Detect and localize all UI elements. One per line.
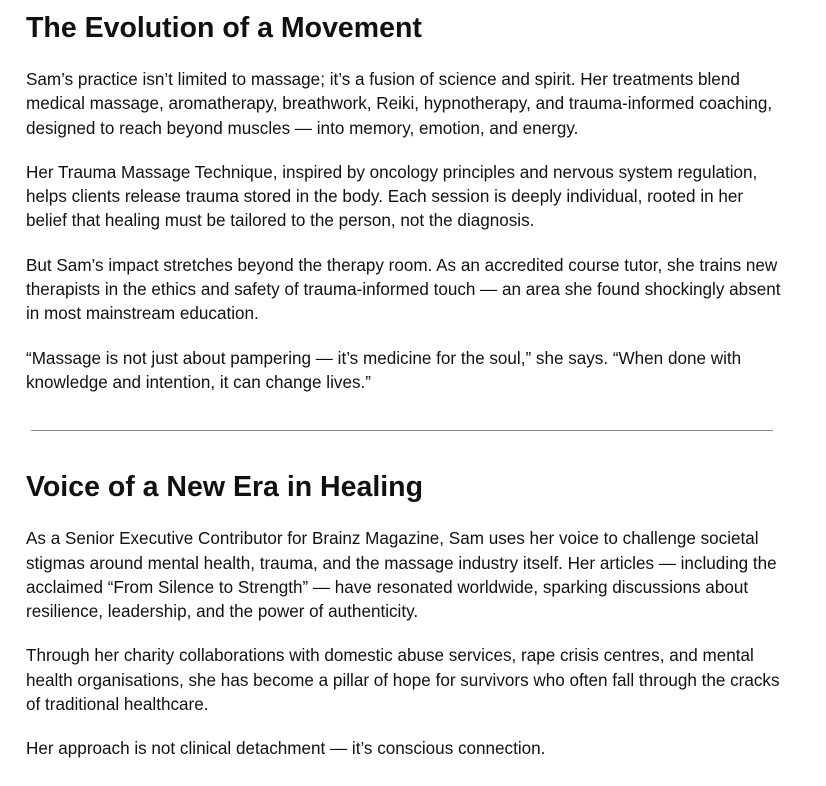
section-voice-of-a-new-era: [26, 470, 786, 761]
paragraph: Through her charity collaborations with domestic abuse services, rape crisis centres, and mental health organisations, she has become a pillar of hope for survivors who often fall through the cracks of traditional healthcare.: [26, 646, 780, 715]
article-body: [26, 0, 786, 762]
quote-paragraph: “Massage is not just about pampering — it’s medicine for the soul,” she says. “When done with knowledge and intention, it can change lives.”: [26, 348, 742, 392]
paragraph: Sam’s practice isn’t limited to massage; it’s a fusion of science and spirit. Her treatments blend medical massage, aromatherapy, breathwork, Reiki, hypnotherapy, and trauma-informed coaching, designed to reach beyond muscles — into memory, emotion, and energy.: [26, 70, 773, 138]
section-divider: [31, 430, 773, 431]
paragraph: Her approach is not clinical detachment — it’s conscious connection.: [26, 739, 546, 759]
paragraph: But Sam’s impact stretches beyond the therapy room. As an accredited course tutor, she trains new therapists in the ethics and safety of trauma-informed touch — an area she found shockingly absent in most mainstream education.: [26, 255, 781, 324]
paragraph: As a Senior Executive Contributor for Brainz Magazine, Sam uses her voice to challenge societal stigmas around mental health, trauma, and the massage industry itself. Her articles — including the acclaimed “From Silence to Strength” — have resonated worldwide, sparking discussions about resilience, leadership, and the power of authenticity.: [26, 529, 777, 622]
section-evolution-of-a-movement: [26, 11, 786, 395]
paragraph: Her Trauma Massage Technique, inspired by oncology principles and nervous system regulation, helps clients release trauma stored in the body. Each session is deeply individual, rooted in her belief that healing must be tailored to the person, not the diagnosis.: [26, 162, 758, 231]
section-heading: Voice of a New Era in Healing: [26, 471, 423, 504]
section-heading: The Evolution of a Movement: [26, 12, 422, 44]
